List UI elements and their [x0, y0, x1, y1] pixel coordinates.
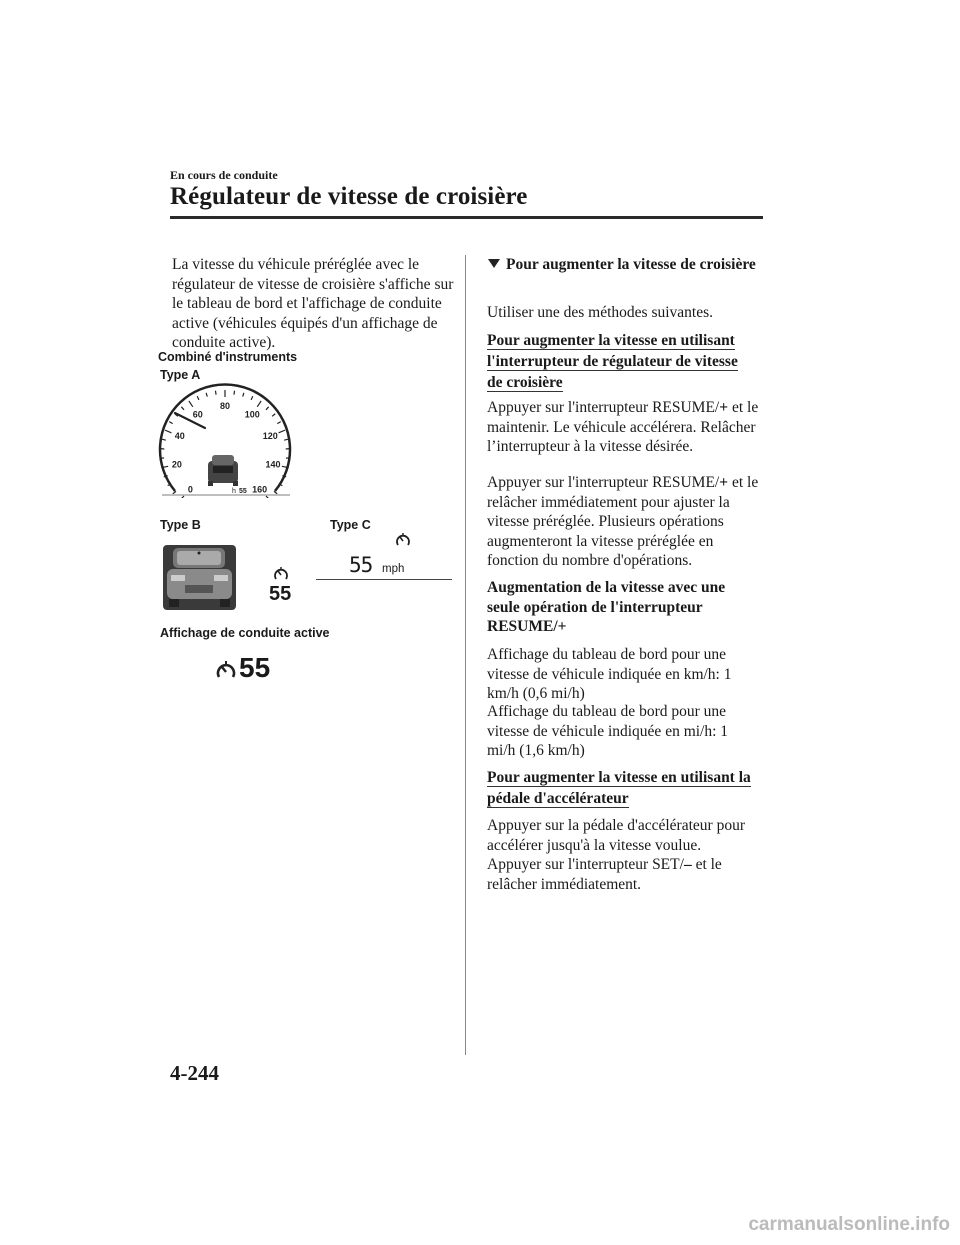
- type-b-car-display: [163, 545, 236, 610]
- intro-paragraph: La vitesse du véhicule préréglée avec le régulateur de vitesse de croisière s'affiche sur le tableau de bord et l'affichage de conduite active (véhicules équipés d'un affichage de conduite active).: [172, 256, 454, 352]
- gauge-tick: [179, 496, 184, 498]
- plus-icon: +: [719, 399, 729, 416]
- column-divider: [465, 255, 466, 1055]
- gauge-tick-label: 60: [192, 409, 203, 420]
- gauge-tick: [274, 491, 277, 493]
- page-title: Régulateur de vitesse de croisière: [170, 183, 528, 210]
- type-c-speed: 55: [349, 553, 373, 577]
- gauge-tick: [272, 414, 275, 417]
- gauge-tick: [181, 407, 184, 410]
- paragraph-resume-hold: Appuyer sur l'interrupteur RESUME/+ et le maintenir. Le véhicule accélérera. Relâcher l’interrupteur à la vitesse désirée.: [487, 399, 759, 456]
- paragraph-resume-tap: Appuyer sur l'interrupteur RESUME/+ et le relâcher immédiatement pour ajuster la vitesse préréglée. Plusieurs opérations augmenteront la vitesse préréglée en fonction du nombre d'opérations.: [487, 474, 759, 570]
- methods-intro: Utiliser une des méthodes suivantes.: [487, 304, 713, 321]
- gauge-tick-label: 100: [244, 409, 260, 420]
- active-display-label: Affichage de conduite active: [160, 626, 330, 640]
- gauge-tick-label: 80: [219, 401, 231, 411]
- gauge-tick-label: 140: [265, 459, 281, 470]
- gauge-tick: [284, 439, 288, 440]
- gauge-tick: [257, 401, 261, 407]
- type-b-speed: 55: [269, 583, 292, 605]
- cluster-label: Combiné d'instruments: [158, 350, 298, 364]
- gauge-tick: [165, 430, 171, 433]
- gauge-tick-label: 40: [174, 431, 185, 442]
- gauge-tick: [189, 401, 193, 407]
- subheading-pedal: Pour augmenter la vitesse en utilisant la pédale d'accélérateur: [487, 769, 751, 807]
- gauge-tick: [266, 407, 269, 410]
- gauge-tick: [206, 393, 207, 397]
- page-number: 4-244: [170, 1061, 219, 1085]
- paragraph-set: Appuyer sur l'interrupteur SET/– et le relâcher immédiatement.: [487, 856, 722, 893]
- paragraph-kmh: Affichage du tableau de bord pour une vitesse de véhicule indiquée en km/h: 1 km/h (0,6 mi/h): [487, 646, 732, 703]
- subheading-switch: Pour augmenter la vitesse en utilisant l'interrupteur de régulateur de vitesse de croisière: [487, 332, 738, 391]
- car-rear-icon: [208, 455, 238, 486]
- title-rule: [170, 216, 763, 219]
- type-b-label: Type B: [160, 518, 201, 532]
- gauge-tick: [279, 430, 285, 433]
- gauge-tick: [169, 422, 172, 424]
- gauge-tick-label: 20: [171, 459, 182, 470]
- active-display-cruise-icon: [215, 660, 237, 680]
- gauge-tick: [277, 422, 280, 424]
- subheading-single-op: Augmentation de la vitesse avec une seule opération de l'interrupteur RESUME/+: [487, 579, 726, 636]
- gauge-tick: [215, 391, 216, 395]
- type-c-rule: [316, 579, 452, 580]
- paragraph-pedal: Appuyer sur la pédale d'accélérateur pour accélérer jusqu'à la vitesse voulue.: [487, 817, 745, 854]
- gauge-small-unit: h: [232, 488, 236, 495]
- gauge-tick-label: 160: [252, 484, 268, 495]
- gauge-tick: [234, 391, 235, 395]
- triangle-bullet-icon: [487, 256, 505, 274]
- gauge-tick-label: 0: [187, 484, 193, 495]
- section-heading: Pour augmenter la vitesse de croisière: [506, 256, 756, 273]
- plus-icon: +: [557, 618, 567, 636]
- gauge-tick-label: 120: [262, 431, 278, 442]
- type-a-label: Type A: [160, 368, 201, 382]
- gauge-tick: [243, 393, 244, 397]
- gauge-tick: [251, 396, 253, 400]
- cruise-control-icon: [273, 566, 289, 582]
- minus-icon: –: [683, 856, 692, 873]
- watermark: carmanualsonline.info: [748, 1214, 950, 1235]
- plus-icon: +: [719, 474, 729, 491]
- gauge-tick: [173, 491, 176, 493]
- gauge-tick: [162, 439, 166, 440]
- gauge-tick: [197, 396, 199, 400]
- active-display-speed: 55: [239, 652, 271, 683]
- gauge-small-speed: 55: [239, 488, 247, 495]
- type-c-label: Type C: [330, 518, 371, 532]
- gauge-tick: [266, 496, 271, 498]
- cruise-control-icon: [395, 532, 411, 548]
- paragraph-mph: Affichage du tableau de bord pour une vitesse de véhicule indiquée en mi/h: 1 mi/h (1,6 km/h): [487, 703, 729, 760]
- speedometer-gauge: [150, 383, 300, 498]
- type-c-unit: mph: [382, 563, 405, 575]
- section-label: En cours de conduite: [170, 168, 278, 182]
